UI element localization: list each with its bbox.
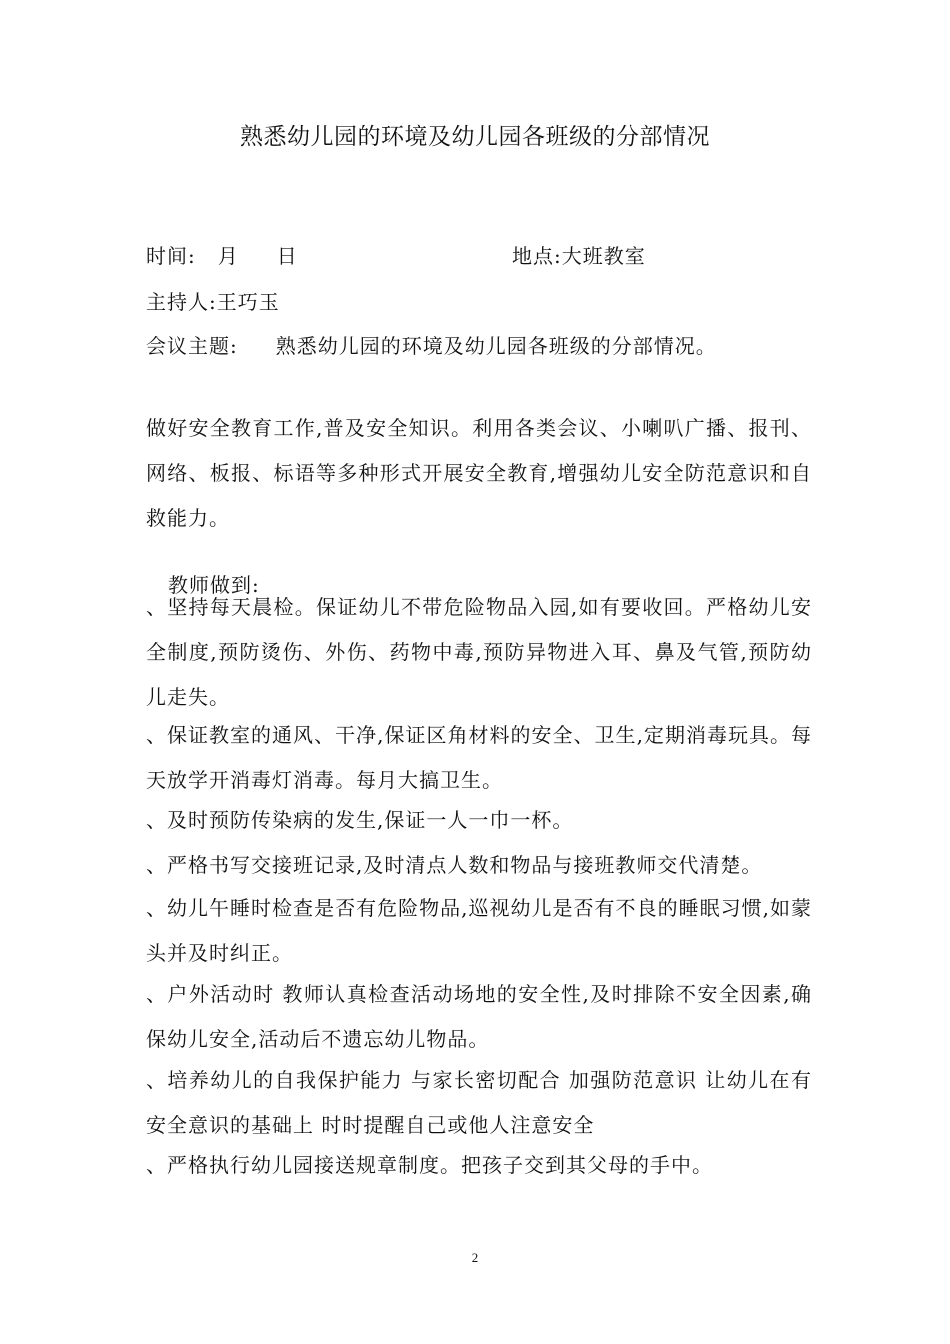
intro-paragraph: 做好安全教育工作,普及安全知识。利用各类会议、小喇叭广播、报刊、网络、板报、标语等多种形式开展安全教育,增强幼儿安全防范意识和自救能力。 — [146, 416, 812, 530]
meeting-host: 主持人:王巧玉 — [146, 290, 280, 314]
list-item: 、及时预防传染病的发生,保证一人一巾一杯。 — [146, 808, 574, 832]
topic-label: 会议主题: — [146, 334, 238, 358]
meeting-topic — [146, 330, 717, 359]
list-item: 、幼儿午睡时检查是否有危险物品,巡视幼儿是否有不良的睡眠习惯,如蒙头并及时纠正。 — [146, 896, 812, 965]
document-title: 熟悉幼儿园的环境及幼儿园各班级的分部情况 — [240, 124, 710, 150]
teacher-heading: 教师做到: — [168, 573, 260, 597]
time-label: 时间: — [146, 244, 196, 268]
list-item: 、严格书写交接班记录,及时清点人数和物品与接班教师交代清楚。 — [146, 853, 763, 877]
meeting-place: 地点:大班教室 — [512, 244, 646, 268]
day-label: 日 — [276, 244, 298, 268]
list-item: 、培养幼儿的自我保护能力 与家长密切配合 加强防范意识 让幼儿在有安全意识的基础上 时时提醒自己或他人注意安全 — [146, 1068, 812, 1137]
list-item: 、坚持每天晨检。保证幼儿不带危险物品入园,如有要收回。严格幼儿安全制度,预防烫伤、外伤、药物中毒,预防异物进入耳、鼻及气管,预防幼儿走失。 — [146, 595, 812, 709]
list-item: 、户外活动时 教师认真检查活动场地的安全性,及时排除不安全因素,确保幼儿安全,活动后不遗忘幼儿物品。 — [146, 982, 812, 1051]
list-item: 、保证教室的通风、干净,保证区角材料的安全、卫生,定期消毒玩具。每天放学开消毒灯消毒。每月大搞卫生。 — [146, 723, 812, 792]
list-item: 、严格执行幼儿园接送规章制度。把孩子交到其父母的手中。 — [146, 1153, 713, 1177]
topic-value: 熟悉幼儿园的环境及幼儿园各班级的分部情况。 — [275, 334, 717, 358]
month-label: 月 — [217, 244, 239, 268]
meeting-time — [146, 240, 298, 269]
page-number: 2 — [471, 1250, 479, 1265]
